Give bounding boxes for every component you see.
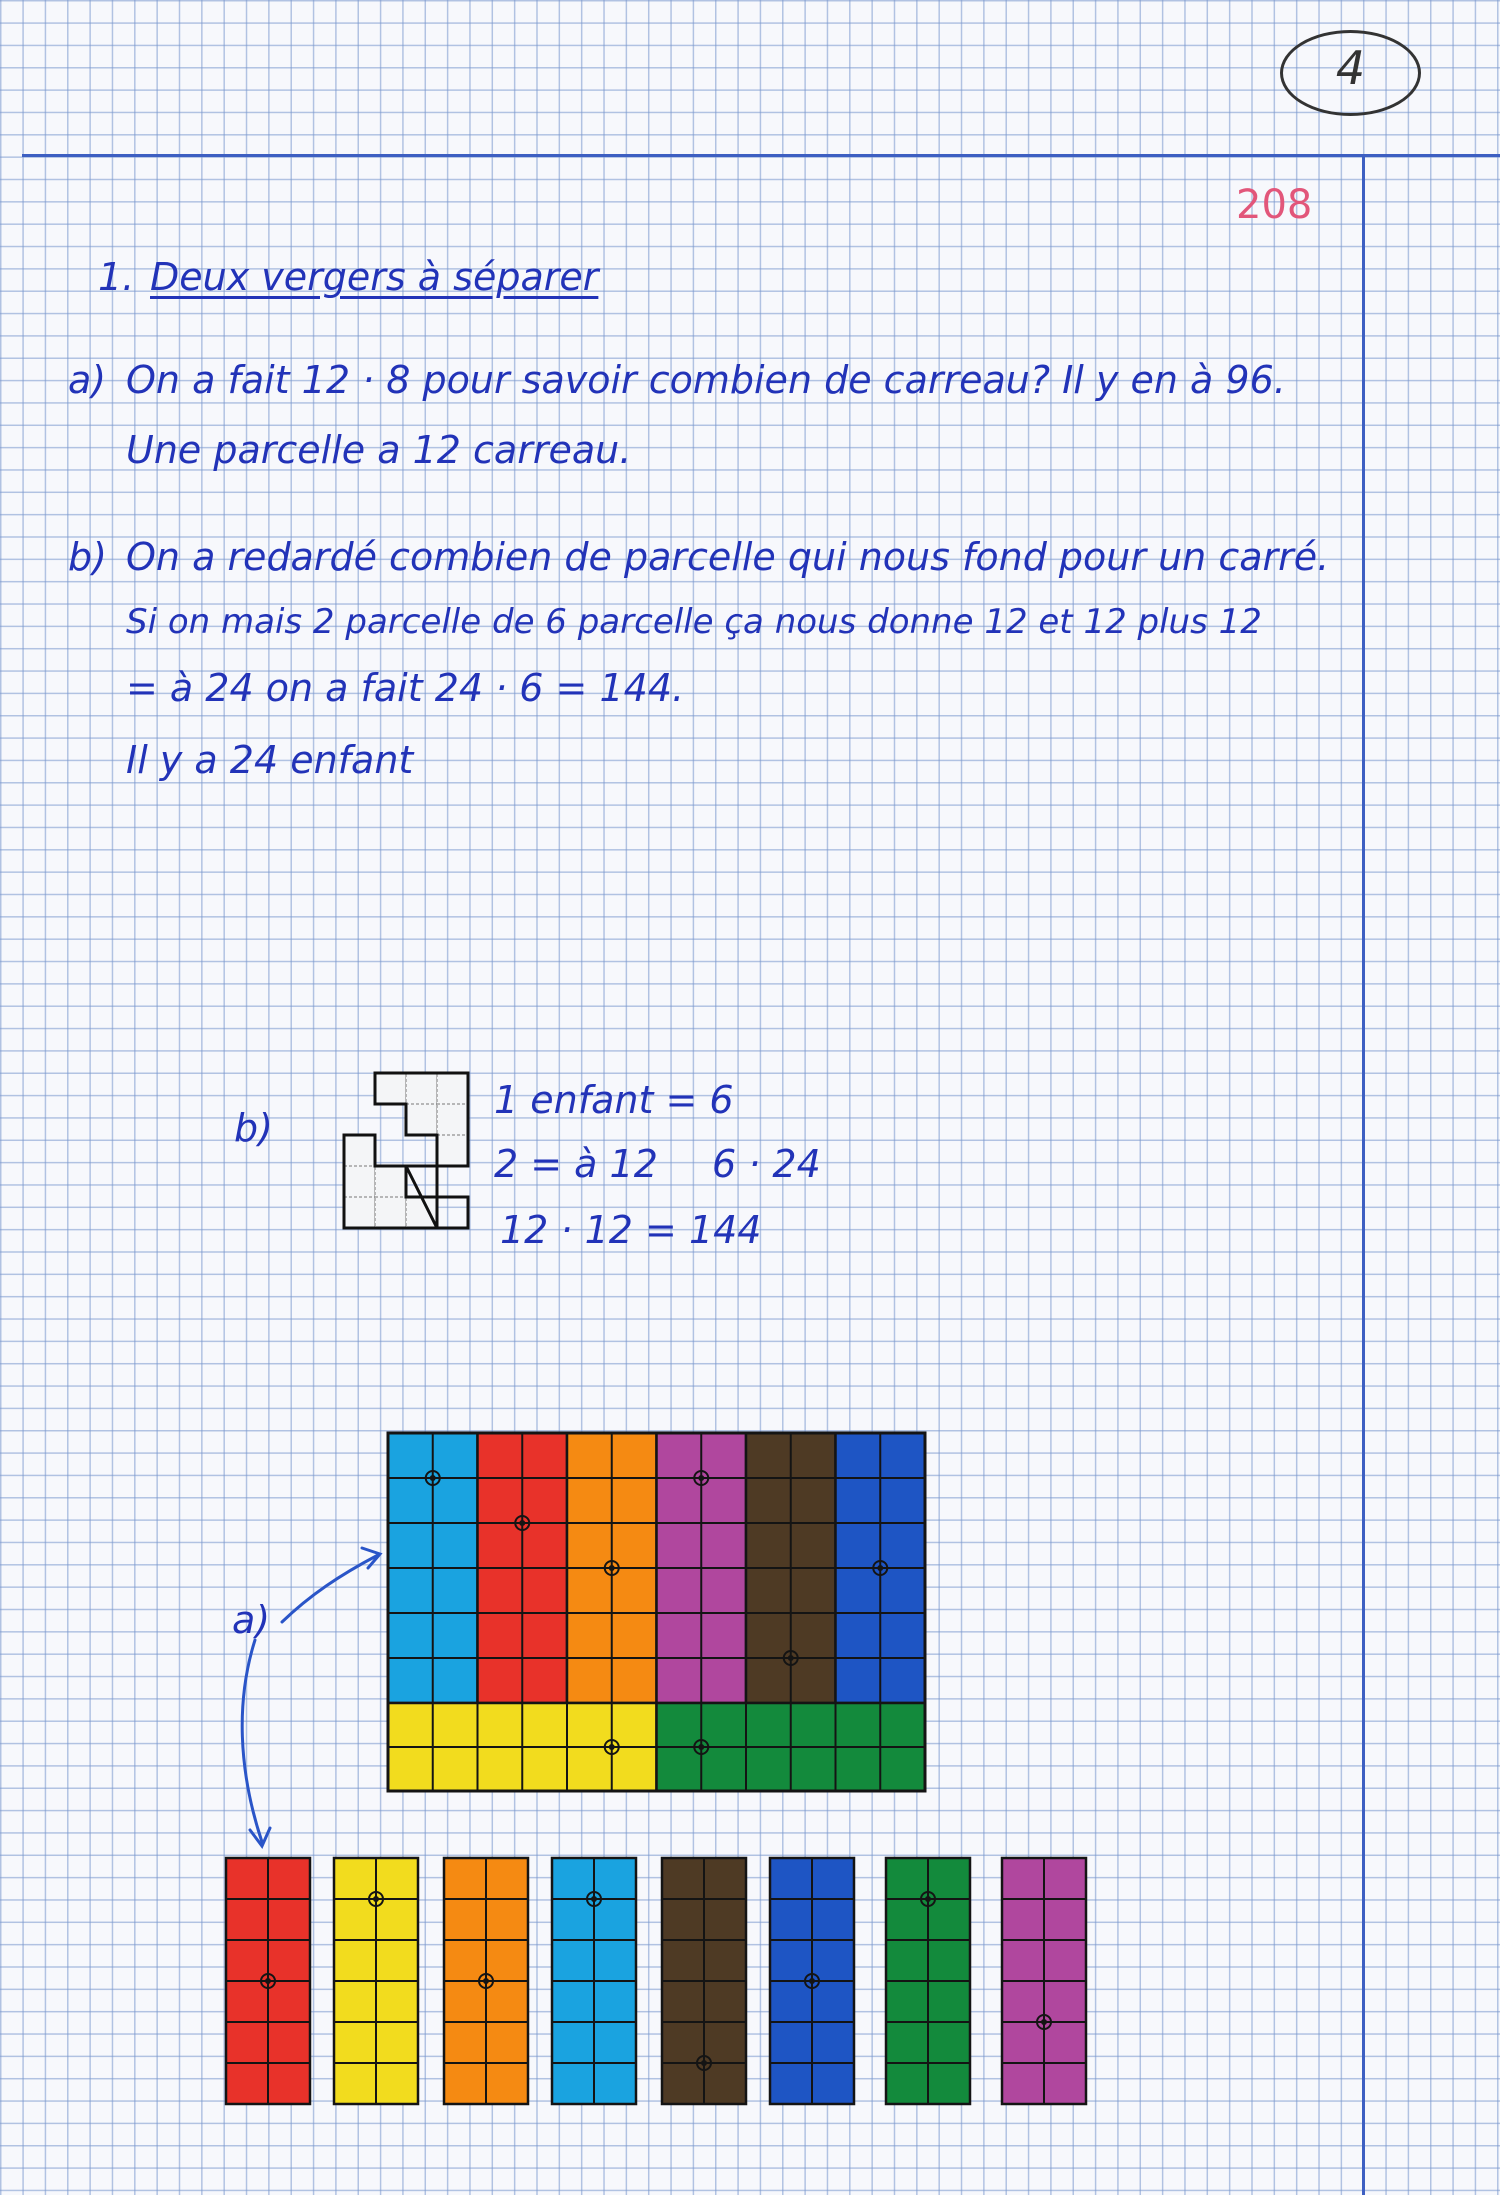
arrows [242,1548,380,1846]
big-strip-dark_blue-dot [877,1565,883,1571]
piece-orange-dot [483,1978,489,1984]
piece-green [886,1858,970,2104]
figure-b-note-4: 12 · 12 = 144 [500,1208,762,1252]
parcel-cell [375,1166,406,1197]
parcel-cell [344,1197,375,1228]
piece-light_blue [552,1858,636,2104]
parcel-cell [375,1073,406,1104]
section-title: Deux vergers à séparer [150,255,599,299]
parcel-cell [406,1073,437,1104]
figure-b-note-1: 1 enfant = 6 [494,1078,734,1122]
piece-brown [662,1858,746,2104]
figure-b-label: b) [234,1106,273,1150]
figure-b-note-2: 2 = à 12 [494,1142,658,1186]
circled-number-text: 4 [1335,41,1366,95]
colored-orchard-square [388,1433,925,1791]
big-strip-red-dot [519,1520,525,1526]
piece-dark_blue-dot [809,1978,815,1984]
big-strip-magenta-dot [698,1475,704,1481]
piece-green-dot [925,1896,931,1902]
parcel-cell [344,1135,375,1166]
colored-parcel-pieces [226,1858,1086,2104]
arrow-to-square [282,1555,378,1622]
bottom-strip-yellow-dot [609,1744,615,1750]
part-b-line-1: On a redardé combien de parcelle qui nous fond pour un carré. [126,535,1330,579]
part-a-line-1: On a fait 12 · 8 pour savoir combien de carreau? Il y en à 96. [126,358,1286,402]
part-b-line-3: = à 24 on a fait 24 · 6 = 144. [126,666,685,710]
bottom-strip-green [657,1703,926,1791]
figure-a-label: a) [232,1598,271,1642]
piece-light_blue-dot [591,1896,597,1902]
parcel-shape-drawing [344,1073,468,1228]
piece-magenta-dot [1041,2019,1047,2025]
big-strip-orange-dot [609,1565,615,1571]
big-strip-brown-dot [788,1655,794,1661]
figure-b-note-3: 6 · 24 [712,1142,821,1186]
red-page-number: 208 [1236,182,1313,228]
piece-red-dot [265,1978,271,1984]
big-strip-magenta [657,1433,747,1703]
piece-brown-dot [701,2060,707,2066]
arrow-to-pieces [242,1640,262,1842]
big-strip-light_blue [388,1433,478,1703]
piece-yellow [334,1858,418,2104]
big-strip-light_blue-dot [430,1475,436,1481]
part-a-line-2: Une parcelle a 12 carreau. [126,428,632,472]
piece-orange [444,1858,528,2104]
section-number: 1. [98,255,135,299]
bottom-strip-yellow [388,1703,657,1791]
piece-dark_blue [770,1858,854,2104]
part-b-line-2: Si on mais 2 parcelle de 6 parcelle ça nous donne 12 et 12 plus 12 [126,602,1262,642]
piece-yellow-dot [373,1896,379,1902]
part-a-label: a) [68,358,107,402]
piece-red [226,1858,310,2104]
parcel-cell [406,1197,437,1228]
parcel-cell [375,1197,406,1228]
parcel-cell [437,1073,468,1104]
part-b-label: b) [68,535,107,579]
big-strip-dark_blue [836,1433,926,1703]
bottom-strip-green-dot [698,1744,704,1750]
parcel-cell [437,1135,468,1166]
big-strip-red [478,1433,568,1703]
big-strip-orange [567,1433,657,1703]
parcel-cell [406,1104,437,1135]
piece-magenta [1002,1858,1086,2104]
parcel-cell [437,1104,468,1135]
big-strip-brown [746,1433,836,1703]
part-b-line-4: Il y a 24 enfant [126,738,414,782]
parcel-cell [344,1166,375,1197]
